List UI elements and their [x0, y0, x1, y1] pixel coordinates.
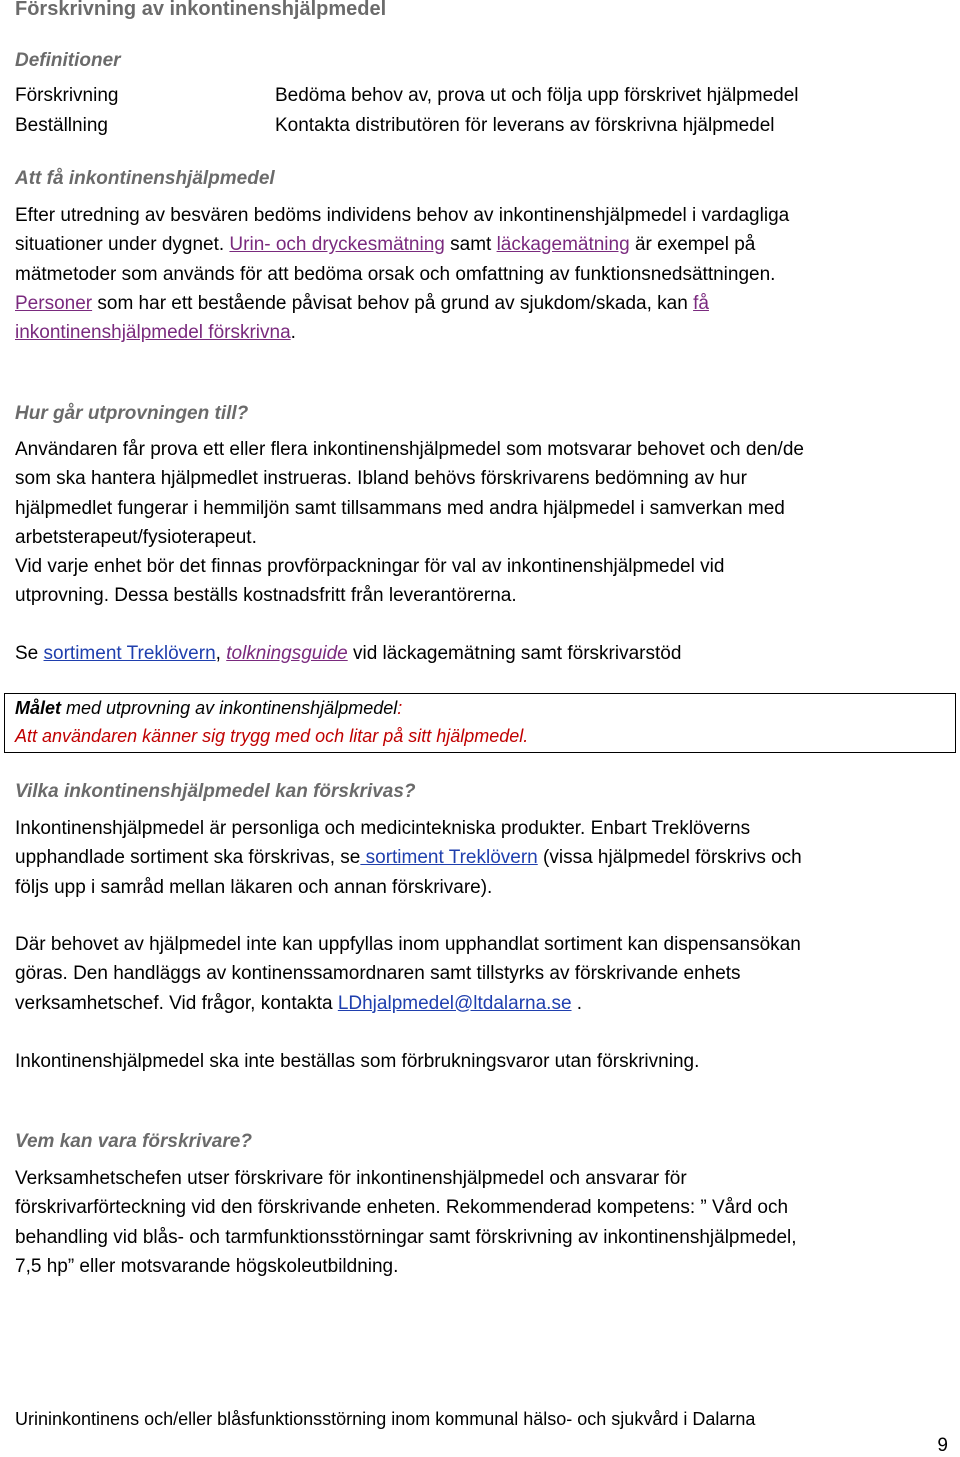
see-links-line: Se sortiment Treklövern, tolkningsguide vid läckagemätning samt förskrivarstöd	[15, 643, 682, 664]
section3-line-1: Inkontinenshjälpmedel är personliga och medicintekniska produkter. Enbart Treklöverns	[15, 818, 751, 839]
section1-line-5: inkontinenshjälpmedel förskrivna.	[15, 322, 296, 344]
tolkningsguide-link[interactable]: tolkningsguide	[226, 643, 348, 664]
section4-line: 7,5 hp” eller motsvarande högskoleutbildning.	[15, 1255, 399, 1277]
section2-paragraph	[15, 435, 804, 611]
section1-paragraph	[15, 201, 789, 347]
section2-line: Vid varje enhet bör det finnas provförpackningar för val av inkontinenshjälpmedel vid	[15, 556, 725, 578]
section2-line: som ska hantera hjälpmedlet instrueras. Ibland behövs förskrivarens bedömning av hur	[15, 468, 747, 490]
section2-line: utprovning. Dessa beställs kostnadsfritt från leverantörerna.	[15, 585, 517, 607]
section3-paragraph-1	[15, 814, 802, 902]
email-link[interactable]: LDhjalpmedel@ltdalarna.se	[337, 992, 572, 1014]
section3-line-2: upphandlade sortiment ska förskrivas, se sortiment Treklövern (vissa hjälpmedel förskrivs och	[15, 847, 802, 869]
section4-line: behandling vid blås- och tarmfunktionsstörningar samt förskrivning av inkontinenshjälpmedel,	[15, 1226, 797, 1248]
section-heading-vem: Vem kan vara förskrivare?	[15, 1131, 252, 1152]
section-heading-vilka: Vilka inkontinenshjälpmedel kan förskrivas?	[15, 781, 416, 802]
definitions-heading: Definitioner	[15, 50, 121, 71]
section3-p2-line-1: Där behovet av hjälpmedel inte kan uppfyllas inom upphandlat sortiment kan dispensansökan	[15, 934, 801, 955]
fa-link[interactable]: få	[693, 292, 709, 314]
section4-line: förskrivarförteckning vid den förskrivande enheten. Rekommenderad kompetens: ” Vård och	[15, 1197, 789, 1219]
goal-box-line-2: Att användaren känner sig trygg med och litar på sitt hjälpmedel.	[15, 726, 529, 746]
section3-paragraph-2	[15, 930, 801, 1018]
goal-box-line-1: Målet med utprovning av inkontinenshjälpmedel:	[15, 698, 403, 718]
section-heading-att-fa: Att få inkontinenshjälpmedel	[15, 168, 275, 189]
definition-desc-bestallning: Kontakta distributören för leverans av förskrivna hjälpmedel	[275, 115, 775, 136]
section4-line: Verksamhetschefen utser förskrivare för inkontinenshjälpmedel och ansvarar för	[15, 1168, 687, 1189]
page-title: Förskrivning av inkontinenshjälpmedel	[15, 0, 387, 20]
section1-line-2: situationer under dygnet. Urin- och dryckesmätning samt läckagemätning är exempel på	[15, 234, 756, 256]
section1-line-4: Personer som har ett bestående påvisat behov på grund av sjukdom/skada, kan få	[15, 292, 709, 314]
section2-line: arbetsterapeut/fysioterapeut.	[15, 526, 257, 548]
section3-p2-line-2: göras. Den handläggs av kontinenssamordnaren samt tillstyrks av förskrivande enhets	[15, 963, 741, 985]
section4-paragraph	[15, 1164, 797, 1281]
section3-paragraph-3: Inkontinenshjälpmedel ska inte beställas som förbrukningsvaror utan förskrivning.	[15, 1051, 700, 1072]
definition-term-bestallning: Beställning	[15, 115, 108, 136]
section-heading-utprovning: Hur går utprovningen till?	[15, 403, 249, 424]
lackagematning-link[interactable]: läckagemätning	[496, 234, 630, 256]
sortiment-treklovern-link-2[interactable]: sortiment Treklövern	[360, 847, 538, 869]
inkontinenshjalpmedel-forskrivna-link[interactable]: inkontinenshjälpmedel förskrivna	[15, 322, 291, 344]
definition-term-forskrivning: Förskrivning	[15, 85, 119, 106]
footer-text: Urininkontinens och/eller blåsfunktionsstörning inom kommunal hälso- och sjukvård i Dalarna	[15, 1409, 756, 1429]
urin-dryckesmatning-link[interactable]: Urin- och dryckesmätning	[229, 234, 445, 256]
personer-link[interactable]: Personer	[15, 292, 93, 314]
section2-line: hjälpmedlet fungerar i hemmiljön samt tillsammans med andra hjälpmedel i samverkan med	[15, 497, 785, 519]
sortiment-treklovern-link[interactable]: sortiment Treklövern	[43, 643, 216, 664]
section2-line: Användaren får prova ett eller flera inkontinenshjälpmedel som motsvarar behovet och den/de	[15, 439, 804, 460]
section3-p2-line-3: verksamhetschef. Vid frågor, kontakta LDhjalpmedel@ltdalarna.se .	[15, 992, 583, 1014]
section3-line-3: följs upp i samråd mellan läkaren och annan förskrivare).	[15, 876, 493, 898]
section1-line-3: mätmetoder som används för att bedöma orsak och omfattning av funktionsnedsättningen.	[15, 263, 776, 285]
section1-line-1: Efter utredning av besvären bedöms individens behov av inkontinenshjälpmedel i vardagliga	[15, 205, 790, 226]
definition-desc-forskrivning: Bedöma behov av, prova ut och följa upp förskrivet hjälpmedel	[275, 85, 799, 106]
page-number: 9	[937, 1435, 948, 1456]
